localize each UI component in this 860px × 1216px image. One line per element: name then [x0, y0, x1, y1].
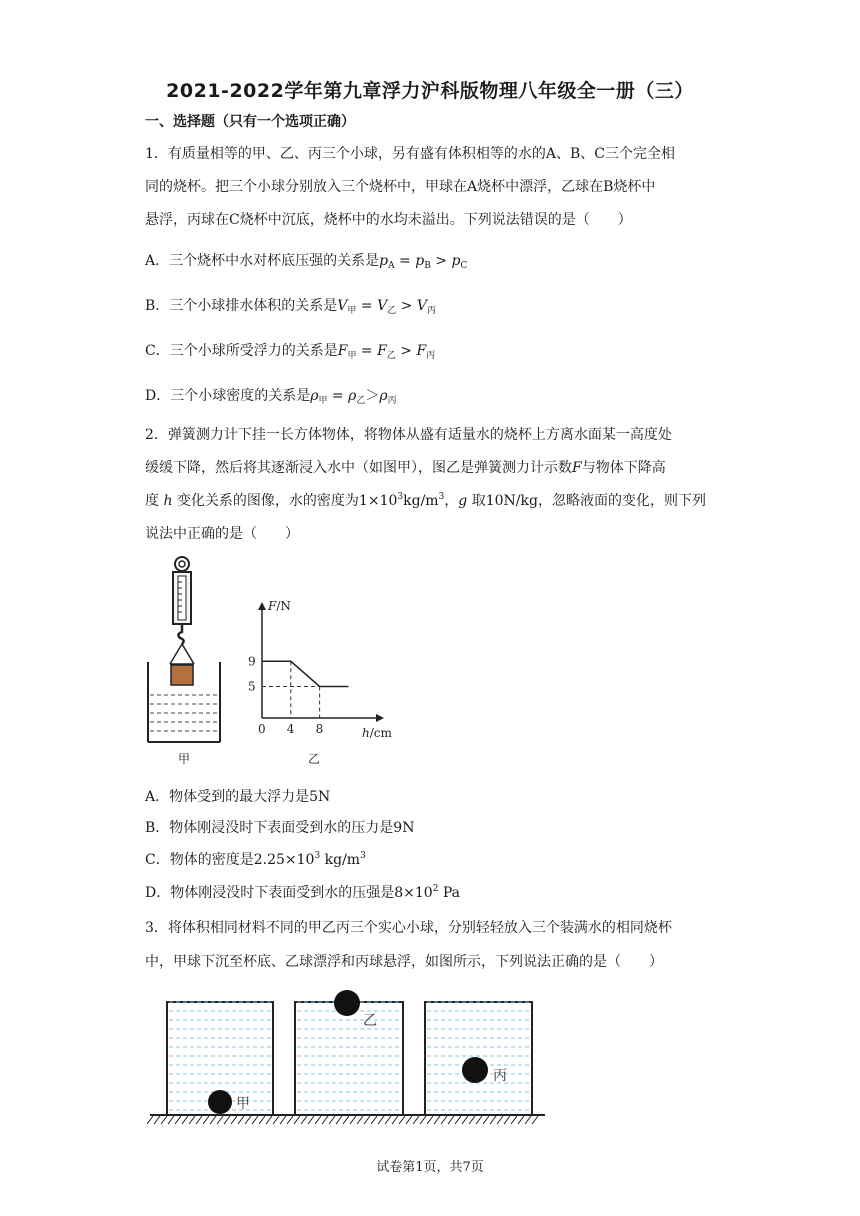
hatch-mark [448, 1116, 454, 1124]
q1-c-sym2: F [377, 343, 387, 359]
hatch-mark [147, 1116, 153, 1124]
q1-d-sub1: 甲 [318, 396, 328, 406]
q2-option-c [145, 849, 366, 869]
hatch-mark [350, 1116, 356, 1124]
q2-c-sup: 3 [314, 851, 321, 861]
q1-d-op2: ＞ [365, 388, 380, 404]
hatch-mark [371, 1116, 377, 1124]
hatch-mark [301, 1116, 307, 1124]
hatch-mark [315, 1116, 321, 1124]
hatch-mark [462, 1116, 468, 1124]
q2-text-line-1: 2．弹簧测力计下挂一长方体物体，将物体从盛有适量水的烧杯上方离水面某一高度处 [145, 427, 672, 443]
q1-text-line-2: 同的烧杯。把三个小球分别放入三个烧杯中，甲球在A烧杯中漂浮，乙球在B烧杯中 [145, 179, 656, 195]
q2-d-b: Pa [438, 885, 461, 901]
q2-l3-h: h [163, 493, 173, 509]
q1-b-sym1: V [337, 298, 348, 314]
hatch-mark [175, 1116, 181, 1124]
fig-label-jia: 甲 [178, 752, 191, 766]
hatch-mark [392, 1116, 398, 1124]
q2-text-line-4: 说法中正确的是（ ） [145, 526, 299, 542]
q1-c-sym3: F [416, 343, 427, 359]
q1-b-sub1: 甲 [347, 306, 357, 316]
q1-c-sub3: 丙 [426, 351, 436, 361]
q1-option-d [145, 385, 397, 406]
q1-a-sym1: p [379, 253, 389, 269]
q1-b-sym3: V [416, 298, 427, 314]
q2-l3-g: g [458, 493, 468, 509]
q1-b-sym2: V [377, 298, 388, 314]
x-axis-label [362, 726, 392, 740]
q2-l3-c: kg/m [403, 493, 439, 509]
q1-option-b [145, 295, 436, 316]
q1-text-line-1: 1．有质量相等的甲、乙、丙三个小球，另有盛有体积相等的水的A、B、C三个完全相 [145, 146, 676, 162]
hatch-mark [504, 1116, 510, 1124]
q1-b-sub3: 丙 [426, 306, 436, 316]
q1-option-b-text: B．三个小球排水体积的关系是 [145, 298, 338, 314]
q1-b-op2: > [396, 298, 417, 314]
q2-l2-b: 与物体下降高 [581, 460, 666, 476]
q1-c-op1: = [356, 343, 378, 359]
hatch-mark [364, 1116, 370, 1124]
q2-l2-a: 缓缓下降，然后将其逐渐浸入水中（如图甲），图乙是弹簧测力计示数 [145, 460, 572, 476]
ball-bing-icon [462, 1057, 488, 1083]
q1-c-sub1: 甲 [347, 351, 357, 361]
q2-l3-sup: 3 [397, 492, 404, 502]
q1-d-sub3: 丙 [387, 396, 397, 406]
q1-d-op1: = [327, 388, 349, 404]
hatch-mark [420, 1116, 426, 1124]
page-title: 2021-2022学年第九章浮力沪科版物理八年级全一册（三） [166, 80, 694, 102]
q3-text-line-2: 中，甲球下沉至杯底、乙球漂浮和丙球悬浮，如图所示，下列说法正确的是（ ） [145, 954, 663, 970]
q1-d-sym3: ρ [379, 388, 388, 404]
ball-label-yi: 乙 [363, 1013, 377, 1029]
hatch-mark [280, 1116, 286, 1124]
hatch-mark [210, 1116, 216, 1124]
q2-option-a: A．物体受到的最大浮力是5N [145, 789, 331, 805]
hatch-mark [154, 1116, 160, 1124]
hatch-mark [455, 1116, 461, 1124]
hatch-mark [259, 1116, 265, 1124]
q2-c-sup2: 3 [360, 851, 366, 861]
hatch-mark [182, 1116, 188, 1124]
hatch-mark [252, 1116, 258, 1124]
spring-scale-icon [170, 557, 194, 685]
q3-text-line-1: 3．将体积相同材料不同的甲乙丙三个实心小球，分别轻轻放入三个装满水的相同烧杯 [145, 920, 672, 936]
hatch-mark [427, 1116, 433, 1124]
q1-b-op1: = [356, 298, 378, 314]
hatch-mark [525, 1116, 531, 1124]
q1-a-op1: = [394, 253, 416, 269]
hatch-mark [518, 1116, 524, 1124]
y-axis-label [267, 599, 291, 613]
x-axis-unit: /cm [369, 726, 392, 740]
q2-l3-b: 变化关系的图像，水的密度为1×10 [176, 493, 398, 509]
hatch-mark [189, 1116, 195, 1124]
hatch-mark [294, 1116, 300, 1124]
q2-l3-d: ， [444, 493, 459, 509]
q1-a-sub2: B [424, 261, 431, 271]
hatch-mark [483, 1116, 489, 1124]
q1-b-sub2: 乙 [387, 306, 397, 316]
hatch-mark [203, 1116, 209, 1124]
q1-text-line-3: 悬浮，丙球在C烧杯中沉底，烧杯中的水均未溢出。下列说法错误的是（ ） [145, 212, 632, 228]
q1-a-sym3: p [451, 253, 461, 269]
q1-d-sym1: ρ [310, 388, 319, 404]
hatch-mark [469, 1116, 475, 1124]
q2-l2-F: F [572, 460, 582, 476]
q1-a-sym2: p [415, 253, 425, 269]
hatch-mark [322, 1116, 328, 1124]
q2-l3-a: 度 [145, 493, 159, 509]
ball-yi-icon [334, 990, 360, 1016]
hatch-mark [196, 1116, 202, 1124]
hatch-mark [161, 1116, 167, 1124]
x-axis-sym: h [362, 726, 370, 740]
hatch-mark [476, 1116, 482, 1124]
y-tick-9: 9 [248, 654, 256, 669]
q3-figure [145, 985, 555, 1130]
q2-text-line-3 [145, 490, 706, 510]
q1-a-sub3: C [460, 261, 468, 271]
hatch-mark [217, 1116, 223, 1124]
y-tick-5: 5 [248, 679, 256, 694]
q2-option-b: B．物体刚浸没时下表面受到水的压力是9N [145, 820, 415, 836]
hatch-mark [273, 1116, 279, 1124]
hatch-mark [378, 1116, 384, 1124]
force-height-chart [248, 599, 392, 740]
q2-text-line-2 [145, 457, 666, 477]
hatch-mark [287, 1116, 293, 1124]
q1-option-c [145, 340, 435, 361]
hatch-mark [224, 1116, 230, 1124]
hatch-mark [511, 1116, 517, 1124]
hatch-mark [308, 1116, 314, 1124]
y-axis-arrow [258, 602, 266, 610]
beaker-b [295, 1002, 403, 1115]
x-tick-0: 0 [258, 722, 266, 736]
q2-d-a: D．物体刚浸没时下表面受到水的压强是8×10 [145, 885, 433, 901]
hatch-mark [490, 1116, 496, 1124]
q1-a-op2: > [430, 253, 452, 269]
q1-a-sub1: A [388, 261, 395, 271]
hatch-mark [399, 1116, 405, 1124]
hatch-mark [434, 1116, 440, 1124]
q2-c-b: kg/m [320, 852, 361, 868]
ball-jia-icon [208, 1090, 232, 1114]
hatch-mark [238, 1116, 244, 1124]
x-tick-8: 8 [315, 722, 324, 736]
q1-d-sym2: ρ [348, 388, 357, 404]
q1-option-d-text: D．三个小球密度的关系是 [145, 388, 311, 404]
y-axis-unit: /N [276, 599, 291, 613]
fig-label-yi: 乙 [308, 752, 321, 766]
hatch-mark [357, 1116, 363, 1124]
section-heading: 一、选择题（只有一个选项正确） [145, 114, 355, 130]
x-axis-arrow [376, 714, 384, 722]
page-footer: 试卷第1页，共7页 [376, 1160, 484, 1175]
q1-option-a-text: A．三个烧杯中水对杯底压强的关系是 [145, 253, 380, 269]
ground-hatch [147, 1116, 538, 1124]
hatch-mark [343, 1116, 349, 1124]
hatch-mark [441, 1116, 447, 1124]
hatch-mark [413, 1116, 419, 1124]
q2-c-a: C．物体的密度是2.25×10 [145, 852, 315, 868]
ball-label-jia: 甲 [236, 1096, 250, 1112]
force-series-line [262, 661, 348, 686]
hatch-mark [245, 1116, 251, 1124]
x-tick-4: 4 [286, 722, 295, 736]
q2-l3-e: 取10N/kg，忽略液面的变化，则下列 [471, 493, 706, 509]
hatch-mark [336, 1116, 342, 1124]
hatch-mark [532, 1116, 538, 1124]
q1-c-op2: > [395, 343, 417, 359]
hatch-mark [231, 1116, 237, 1124]
hatch-mark [497, 1116, 503, 1124]
q1-c-sym1: F [337, 343, 348, 359]
q2-d-sup: 2 [432, 884, 439, 894]
q2-l3-sup2: 3 [438, 492, 445, 502]
q2-figure [140, 552, 400, 772]
y-axis-sym: F [268, 599, 277, 613]
hatch-mark [385, 1116, 391, 1124]
q1-option-c-text: C．三个小球所受浮力的关系是 [145, 343, 338, 359]
ball-label-bing: 丙 [493, 1068, 507, 1084]
hatch-mark [266, 1116, 272, 1124]
q1-d-sub2: 乙 [356, 396, 366, 406]
q2-option-d [145, 882, 460, 902]
hatch-mark [406, 1116, 412, 1124]
q1-c-sub2: 乙 [386, 351, 396, 361]
q1-option-a [145, 250, 467, 271]
hatch-mark [168, 1116, 174, 1124]
hatch-mark [329, 1116, 335, 1124]
